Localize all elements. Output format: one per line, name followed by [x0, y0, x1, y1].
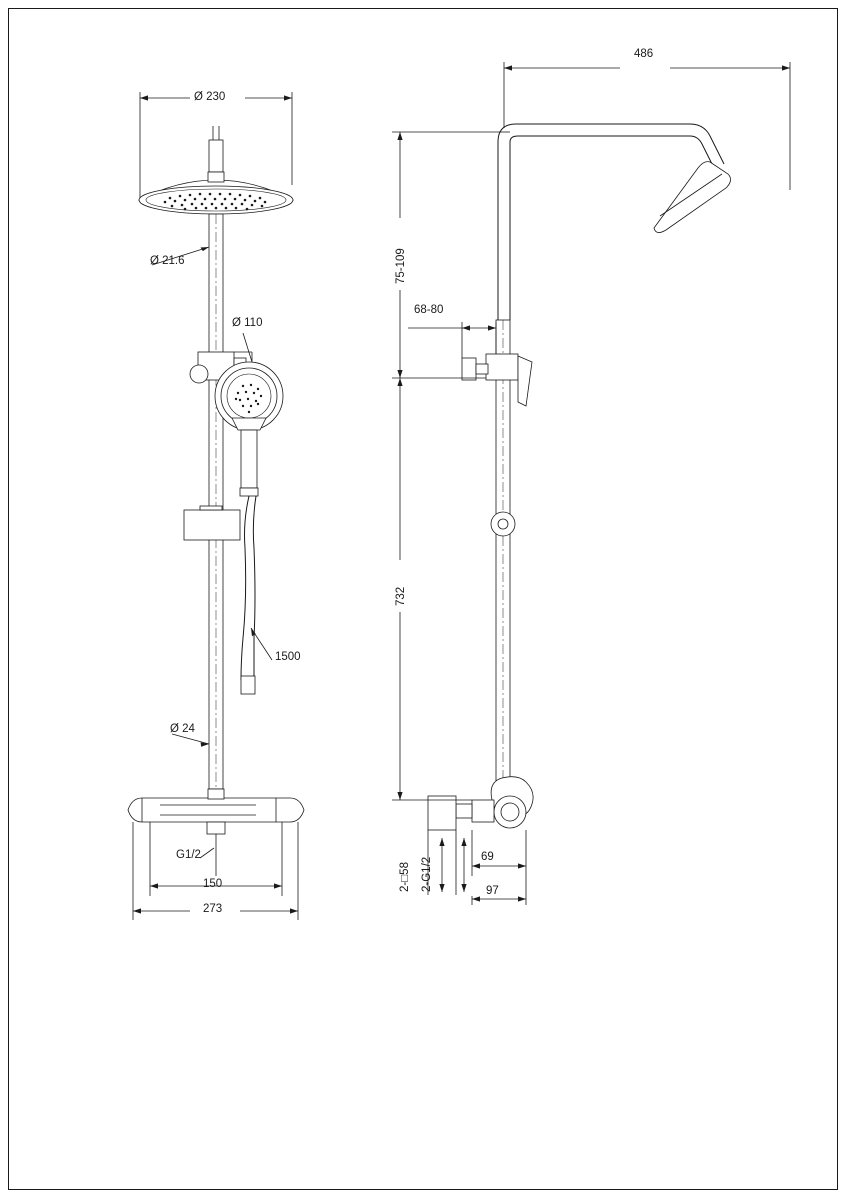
dim-bracket-thread-2: 2-G1/2 — [421, 856, 433, 892]
dim-hose-length: 1500 — [275, 651, 301, 663]
dim-riser-height: 732 — [395, 586, 407, 606]
dim-inlet-thread: G1/2 — [176, 849, 201, 861]
dim-head-reach: 486 — [634, 48, 654, 60]
dim-riser-diameter: Ø 21.6 — [150, 255, 185, 267]
dim-head-height-range: 75-109 — [395, 248, 407, 284]
dim-body-width: 273 — [203, 903, 223, 915]
dim-bracket-thread-1: 2-□58 — [399, 862, 411, 892]
dim-arm-offset: 68-80 — [414, 304, 444, 316]
dim-head-diameter: Ø 230 — [194, 91, 226, 103]
dim-total-depth: 97 — [486, 885, 499, 897]
dim-lower-pipe-diameter: Ø 24 — [170, 723, 195, 735]
dim-valve-depth: 69 — [481, 851, 494, 863]
dim-inlet-spacing: 150 — [203, 878, 223, 890]
dim-hand-shower-diameter: Ø 110 — [232, 317, 263, 329]
